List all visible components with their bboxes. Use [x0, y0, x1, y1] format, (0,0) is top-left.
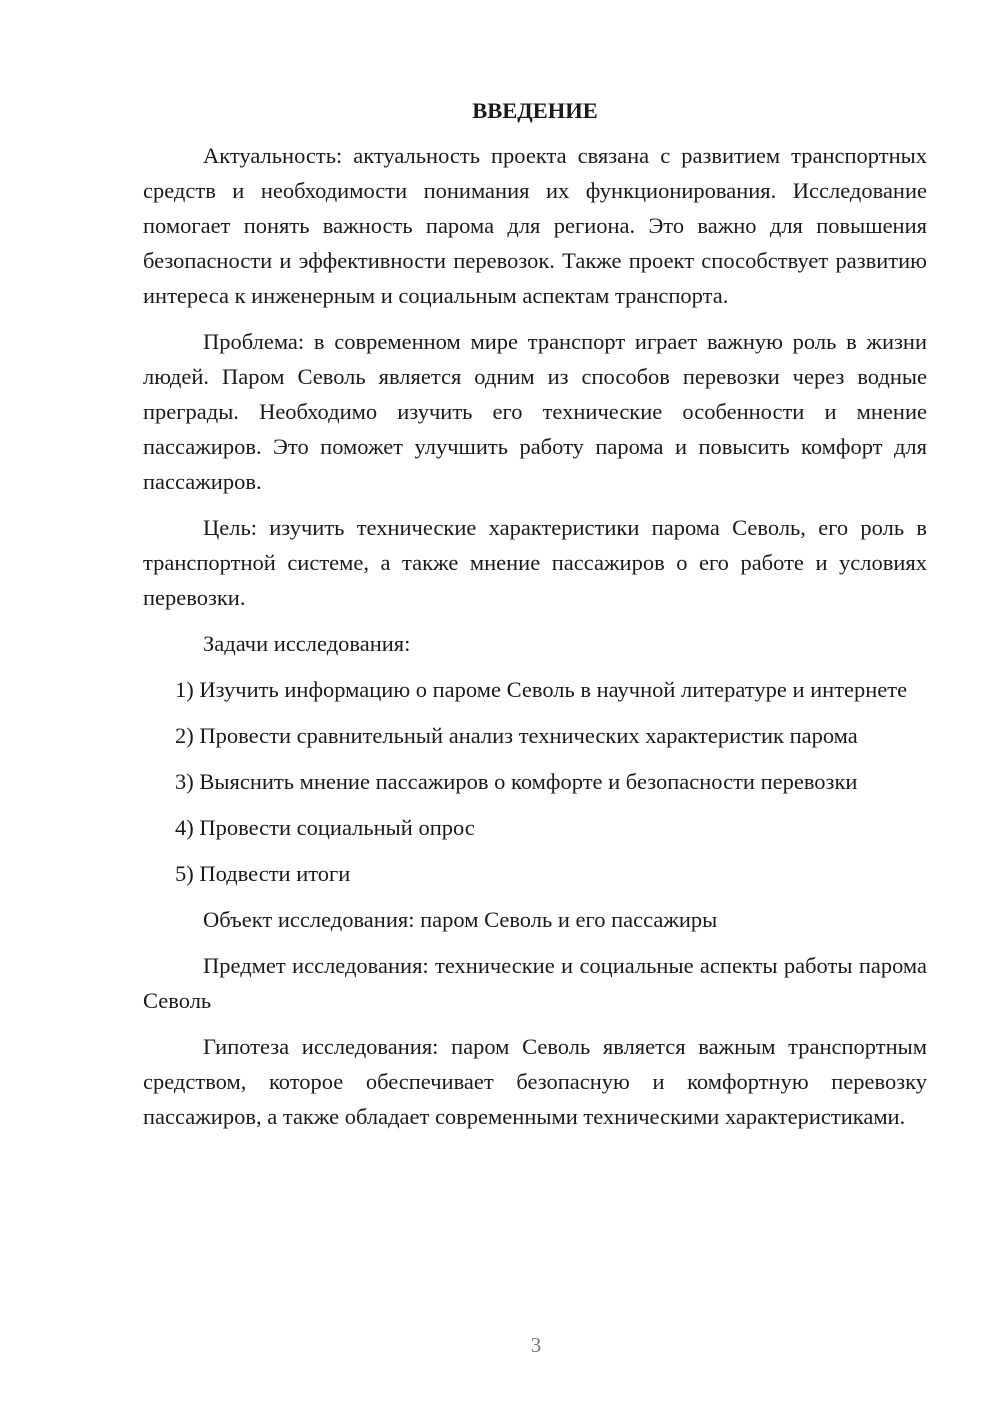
- object-paragraph: Объект исследования: паром Севоль и его пассажиры: [203, 907, 718, 932]
- subject-paragraph: Предмет исследования: технические и социальные аспекты работы парома Севоль: [143, 953, 927, 1013]
- tasks-heading: Задачи исследования:: [203, 631, 411, 656]
- hypothesis-paragraph: Гипотеза исследования: паром Севоль является важным транспортным средством, которое обеспечивает безопасную и комфортную перевозку пассажиров, а также обладает современными техническими характеристиками.: [143, 1034, 927, 1129]
- task-item: 3) Выяснить мнение пассажиров о комфорте и безопасности перевозки: [175, 769, 858, 794]
- page-content: [143, 95, 927, 1145]
- goal-paragraph: Цель: изучить технические характеристики парома Севоль, его роль в транспортной системе, а также мнение пассажиров о его работе и условиях перевозки.: [143, 515, 927, 610]
- task-item: 1) Изучить информацию о пароме Севоль в научной литературе и интернете: [175, 677, 908, 702]
- task-item: 2) Провести сравнительный анализ технических характеристик парома: [175, 723, 858, 748]
- task-item: 5) Подвести итоги: [175, 861, 351, 886]
- problem-paragraph: Проблема: в современном мире транспорт играет важную роль в жизни людей. Паром Севоль является одним из способов перевозки через водные преграды. Необходимо изучить его технические особенности и мнение пассажиров. Это поможет улучшить работу парома и повысить комфорт для пассажиров.: [143, 329, 927, 494]
- section-title: ВВЕДЕНИЕ: [472, 98, 598, 123]
- task-item: 4) Провести социальный опрос: [175, 815, 475, 840]
- relevance-paragraph: Актуальность: актуальность проекта связана с развитием транспортных средств и необходимости понимания их функционирования. Исследование помогает понять важность парома для региона. Это важно для повышения безопасности и эффективности перевозок. Также проект способствует развитию интереса к инженерным и социальным аспектам транспорта.: [143, 143, 927, 308]
- page-number: 3: [530, 1333, 542, 1357]
